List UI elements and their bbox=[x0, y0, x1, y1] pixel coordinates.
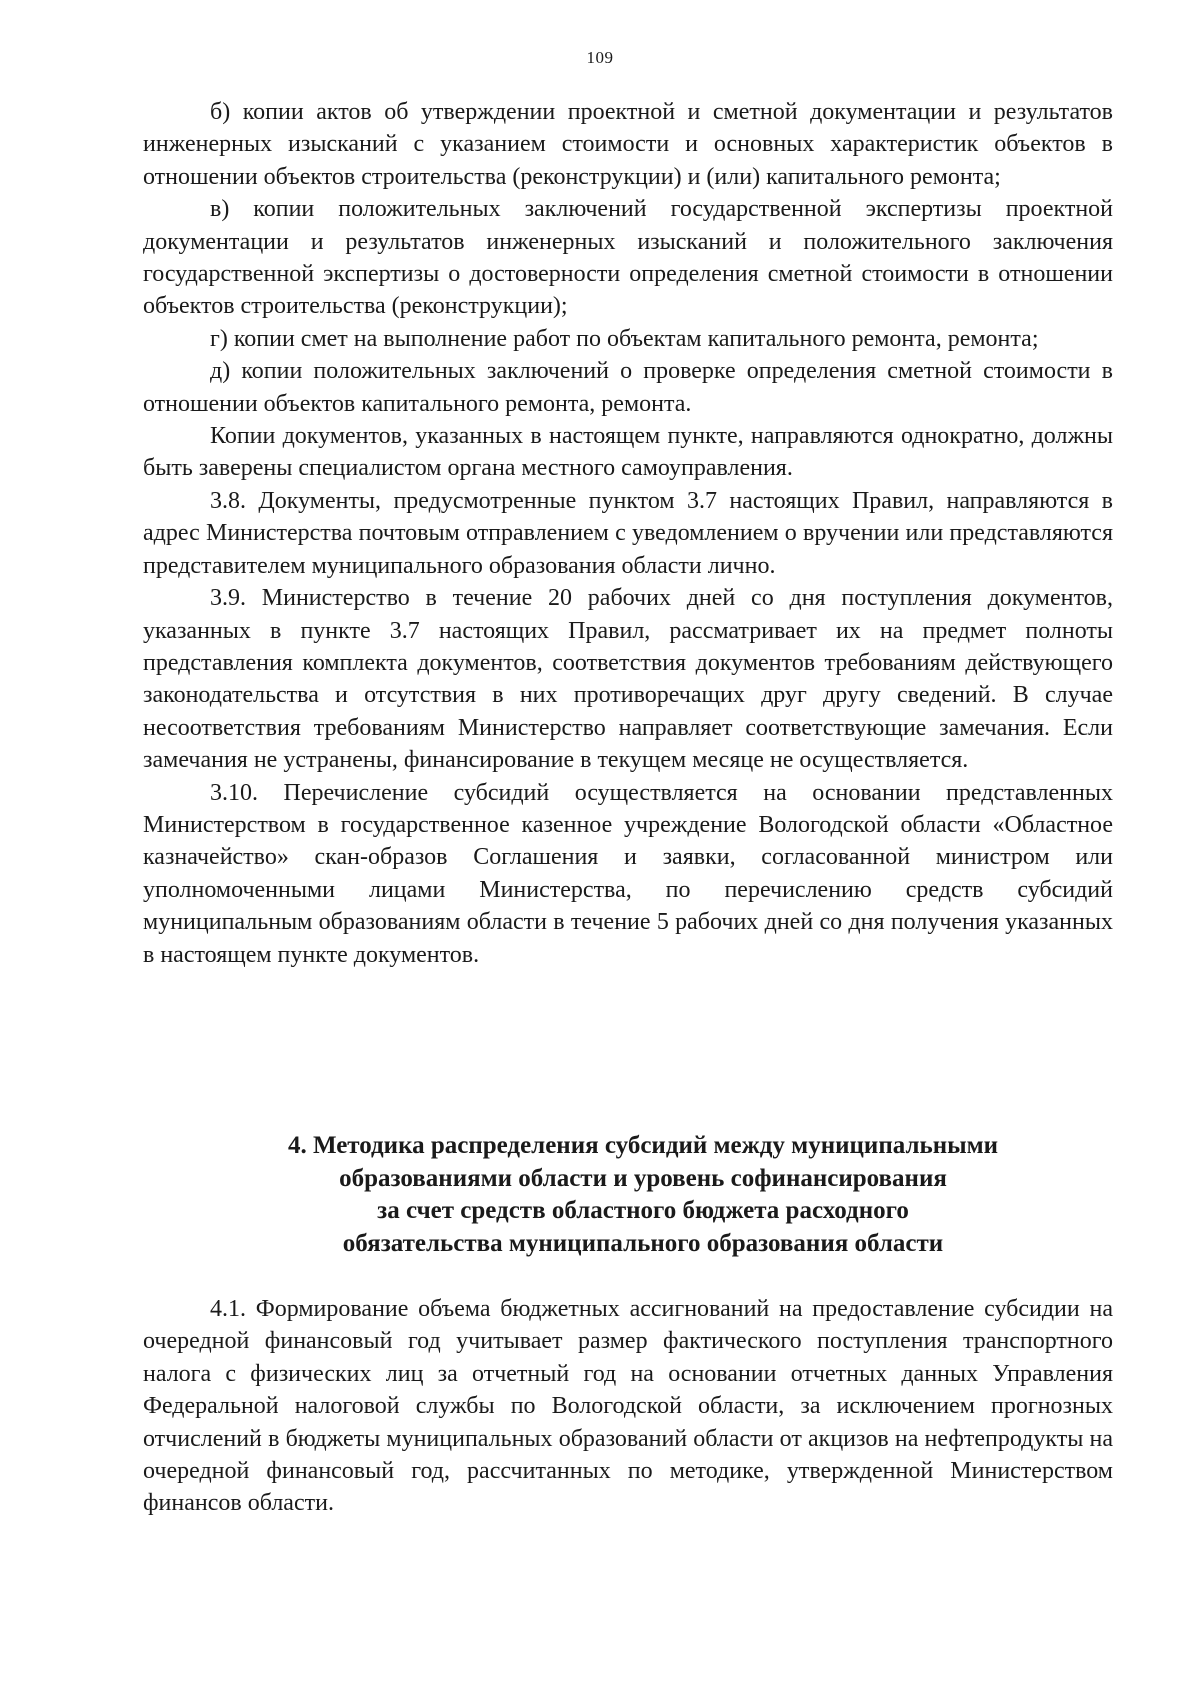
section-heading-line: образованиями области и уровень софинансирования bbox=[339, 1164, 947, 1192]
paragraph-4-1: 4.1. Формирование объема бюджетных ассигнований на предоставление субсидии на очередной финансовый год учитывает размер фактического поступления транспортного налога с физических лиц за отчетный год на основании отчетных данных Управления Федеральной налоговой службы по Вологодской области, за исключением прогнозных отчислений в бюджеты муниципальных образований области от акцизов на нефтепродукты на очередной финансовый год, рассчитанных по методике, утвержденной Министерством финансов области. bbox=[143, 1296, 1113, 1517]
paragraph-v: в) копии положительных заключений государственной экспертизы проектной документации и результатов инженерных изысканий и положительного заключения государственной экспертизы о достоверности определения сметной стоимости в отношении объектов строительства (реконструкции); bbox=[143, 196, 1113, 320]
paragraph-b: б) копии актов об утверждении проектной и сметной документации и результатов инженерных изысканий с указанием стоимости и основных характеристик объектов в отношении объектов строительства (реконструкции) и (или) капитального ремонта; bbox=[143, 99, 1113, 190]
paragraph-3-9: 3.9. Министерство в течение 20 рабочих дней со дня поступления документов, указанных в пункте 3.7 настоящих Правил, рассматривает их на предмет полноты представления комплекта документов, соответствия документов требованиям действующего законодательства и отсутствия в них противоречащих друг другу сведений. В случае несоответствия требованиям Министерство направляет соответствующие замечания. Если замечания не устранены, финансирование в текущем месяце не осуществляется. bbox=[143, 585, 1113, 774]
paragraph-g: г) копии смет на выполнение работ по объектам капитального ремонта, ремонта; bbox=[210, 325, 1039, 352]
section-heading-line: 4. Методика распределения субсидий между муниципальными bbox=[287, 1132, 999, 1159]
section-heading-line: обязательства муниципального образования области bbox=[342, 1229, 944, 1257]
section-4 bbox=[143, 1130, 1113, 1520]
section-heading-line: за счет средств областного бюджета расходного bbox=[377, 1197, 909, 1224]
paragraph-3-8: 3.8. Документы, предусмотренные пунктом 3.7 настоящих Правил, направляются в адрес Министерства почтовым отправлением с уведомлением о вручении или представляются представителем муниципального образования области лично. bbox=[143, 487, 1113, 579]
body-text bbox=[143, 96, 1113, 971]
page-number: 109 bbox=[586, 48, 614, 67]
section-heading bbox=[143, 1130, 1113, 1260]
paragraph-3-10: 3.10. Перечисление субсидий осуществляется на основании представленных Министерством в государственное казенное учреждение Вологодской области «Областное казначейство» скан-образов Соглашения и заявки, согласованной министром или уполномоченными лицами Министерства, по перечислению средств субсидий муниципальным образованиям области в течение 5 рабочих дней со дня получения указанных в настоящем пункте документов. bbox=[143, 779, 1113, 968]
paragraph-copies: Копии документов, указанных в настоящем пункте, направляются однократно, должны быть заверены специалистом органа местного самоуправления. bbox=[143, 423, 1113, 482]
paragraph-d: д) копии положительных заключений о проверке определения сметной стоимости в отношении объектов капитального ремонта, ремонта. bbox=[143, 358, 1113, 417]
